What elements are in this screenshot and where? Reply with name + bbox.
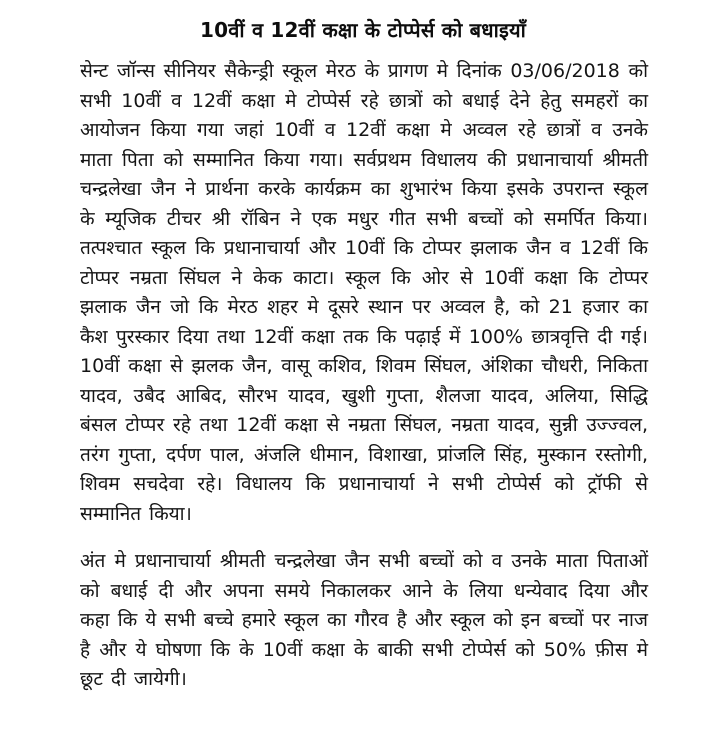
paragraph-1: सेन्ट जॉन्स सीनियर सैकेन्ड्री स्कूल मेरठ के प्रागण मे दिनांक 03/06/2018 को सभी 10वीं व 12वीं कक्षा मे टोप्पेर्स रहे छात्रों को बधाई देने हेतु समहरों का आयोजन किया गया जहां 10वीं व 12वीं कक्षा मे अव्वल रहे छात्रों व उनके माता पिता को सम्मानित किया गया। सर्वप्रथम विधालय की प्रधानाचार्या श्रीमती चन्द्रलेखा जैन ने प्रार्थना करके कार्यक्रम का शुभारंभ किया इसके उपरान्त स्कूल के म्यूजिक टीचर श्री रॉबिन ने एक मधुर गीत सभी बच्चों को समर्पित किया। तत्पश्चात स्कूल कि प्रधानाचार्या और 10वीं कि टोप्पर झलाक जैन व 12वीं कि टोप्पर नम्रता सिंघल ने केक काटा। स्कूल कि ओर से 10वीं कक्षा कि टोप्पर झलाक जैन जो कि मेरठ शहर मे दूसरे स्थान पर अव्वल है, को 21 हजार का कैश पुरस्कार दिया तथा 12वीं कक्षा तक कि पढ़ाई में 100% छात्रवृत्ति दी गई। 10वीं कक्षा से झलक जैन, वासू कशिव, शिवम सिंघल, अंशिका चौधरी, निकिता यादव, उबैद आबिद, सौरभ यादव, खुशी गुप्ता, शैलजा यादव, अलिया, सिद्धि बंसल टोप्पर रहे तथा 12वीं कक्षा से नम्रता सिंघल, नम्रता यादव, सुन्नी उज्ज्वल, तरंग गुप्ता, दर्पण पाल, अंजलि धीमान, विशाखा, प्रांजलि सिंह, मुस्कान रस्तोगी, शिवम सचदेवा रहे। विधालय कि प्रधानाचार्या ने सभी टोप्पेर्स को ट्रॉफी से सम्मानित किया।: [80, 60, 648, 525]
document-body: [0, 43, 726, 695]
document-title: 10वीं व 12वीं कक्षा के टोप्पेर्स को बधाइयाँ: [200, 18, 526, 42]
paragraph-2: अंत मे प्रधानाचार्या श्रीमती चन्द्रलेखा जैन सभी बच्चों को व उनके माता पिताओं को बधाई दी और अपना समये निकालकर आने के लिया धन्येवाद दिया और कहा कि ये सभी बच्चे हमारे स्कूल का गौरव है और स्कूल को इन बच्चों पर नाज है और ये घोषणा कि के 10वीं कक्षा के बाकी सभी टोप्पेर्स को 50% फ़ीस मे छूट दी जायेगी।: [80, 550, 648, 690]
